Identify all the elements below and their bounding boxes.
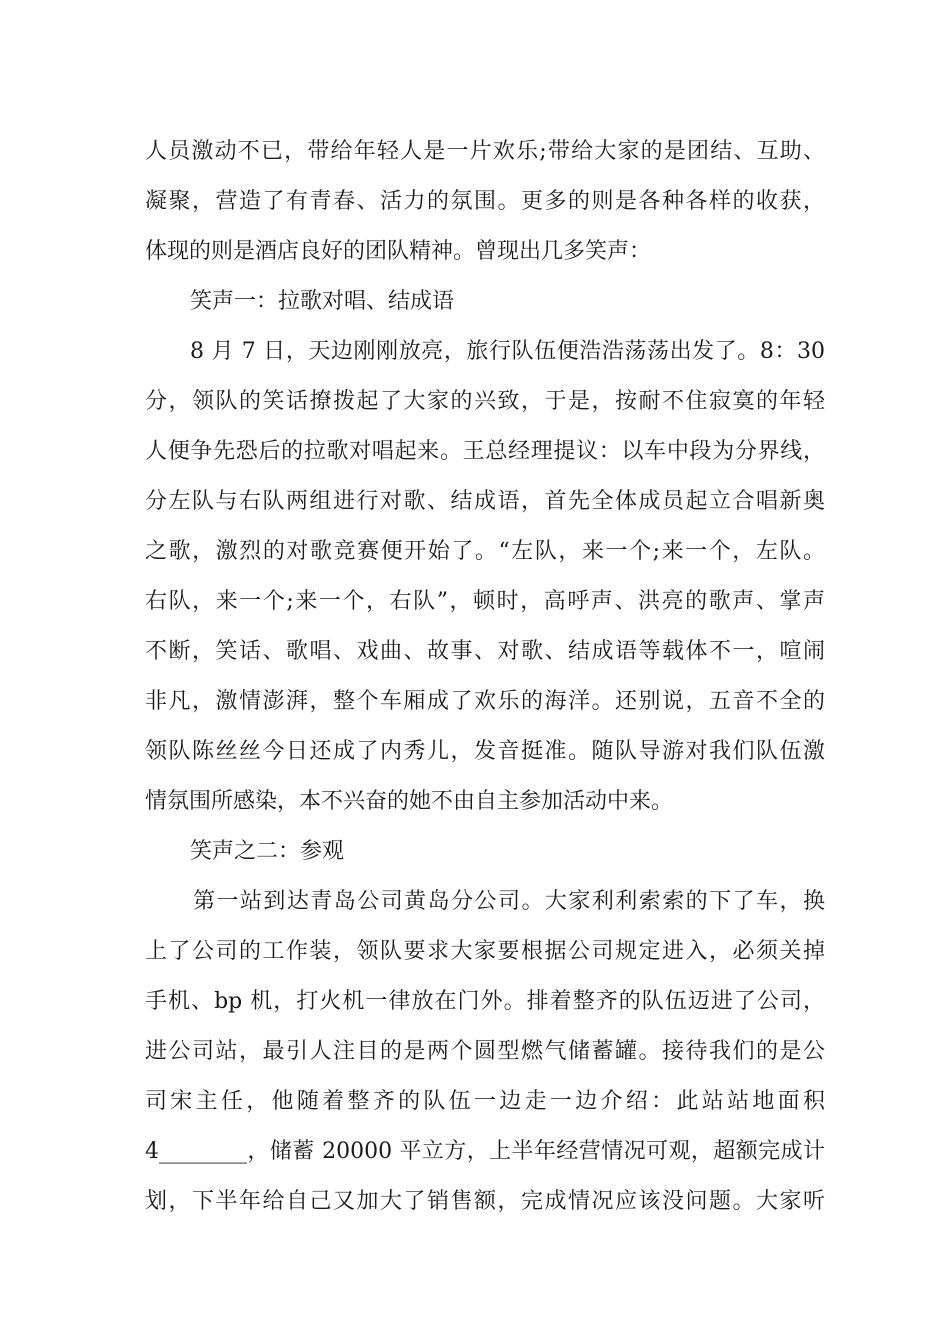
text-line: 情氛围所感染，本不兴奋的她不由自主参加活动中来。 (145, 789, 674, 814)
text-line: 领队陈丝丝今日还成了内秀儿，发音挺准。随队导游对我们队伍激 (145, 739, 825, 764)
text-line: 手机、bp 机，打火机一律放在门外。排着整齐的队伍迈进了公司， (145, 989, 825, 1014)
text-line: 之歌，激烈的对歌竞赛便开始了。“左队，来一个;来一个，左队。 (145, 539, 825, 564)
text-line: 体现的则是酒店良好的团队精神。曾现出几多笑声： (145, 239, 652, 264)
section-heading: 笑声之二：参观 (190, 839, 345, 864)
text-line: 上了公司的工作装，领队要求大家要根据公司规定进入，必须关掉 (145, 939, 825, 964)
text-line: 司宋主任，他随着整齐的队伍一边走一边介绍：此站站地面积 (145, 1089, 825, 1114)
text-line: 人员激动不已，带给年轻人是一片欢乐;带给大家的是团结、互助、 (145, 139, 825, 164)
text-line: 分，领队的笑话撩拨起了大家的兴致，于是，按耐不住寂寞的年轻 (145, 389, 825, 414)
text-line: 划，下半年给自己又加大了销售额，完成情况应该没问题。大家听 (145, 1189, 825, 1214)
text-line: 右队，来一个;来一个，右队”，顿时，高呼声、洪亮的歌声、掌声 (145, 589, 825, 614)
text-line: 不断，笑话、歌唱、戏曲、故事、对歌、结成语等载体不一，喧闹 (145, 639, 825, 664)
text-line: 分左队与右队两组进行对歌、结成语，首先全体成员起立合唱新奥 (145, 489, 825, 514)
text-line: 第一站到达青岛公司黄岛分公司。大家利利索索的下了车，换 (193, 889, 825, 914)
text-line: 进公司站，最引人注目的是两个圆型燃气储蓄罐。接待我们的是公 (145, 1039, 825, 1064)
text-line: 非凡，激情澎湃，整个车厢成了欢乐的海洋。还别说，五音不全的 (145, 689, 825, 714)
section-heading: 笑声一：拉歌对唱、结成语 (190, 289, 455, 314)
text-line: 4________，储蓄 20000 平立方，上半年经营情况可观，超额完成计 (145, 1139, 825, 1164)
text-line: 8 月 7 日，天边刚刚放亮，旅行队伍便浩浩荡荡出发了。8：30 (190, 339, 825, 364)
text-line: 凝聚，营造了有青春、活力的氛围。更多的则是各种各样的收获， (145, 189, 825, 214)
text-line: 人便争先恐后的拉歌对唱起来。王总经理提议：以车中段为分界线， (145, 439, 825, 464)
